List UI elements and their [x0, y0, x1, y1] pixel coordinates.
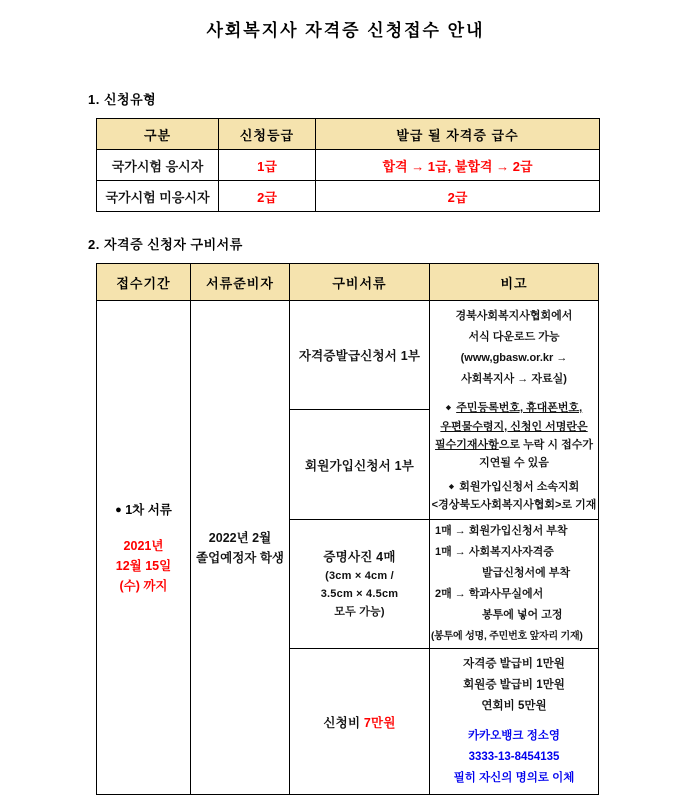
preparer-line2: 졸업예정자 학생 — [196, 550, 284, 565]
doc3-size1: (3cm × 4cm / — [325, 570, 394, 582]
note2-line4: 2매 → 학과사무실에서 — [435, 588, 544, 600]
t2-header-documents: 구비서류 — [290, 264, 430, 301]
period-label-text: 1차 서류 — [125, 502, 172, 517]
doc4-cell — [290, 649, 430, 795]
note2-line3: 발급신청서에 부착 — [482, 567, 571, 579]
table-row — [97, 150, 600, 181]
t1-row2-category: 국가시험 미응시자 — [97, 181, 219, 212]
note1-required-fields — [430, 399, 598, 472]
table-row — [97, 181, 600, 212]
page-title: 사회복지사 자격증 신청접수 안내 — [206, 21, 485, 40]
note1-download-info — [430, 306, 598, 390]
note1-b2-line1-text: 회원가입신청서 소속지회 — [459, 480, 580, 493]
note3-line1: 자격증 발급비 1만원 — [463, 658, 565, 670]
spacer — [430, 390, 598, 399]
note1-b1-line1-text: 주민등록번호, 휴대폰번호, — [456, 402, 583, 414]
t2-header-preparer: 서류준비자 — [191, 264, 290, 301]
circle-bullet-icon: ● — [115, 503, 122, 516]
note2-line2: 1매 → 사회복지사자격증 — [435, 546, 554, 558]
note1-b1-line4: 지연될 수 있음 — [479, 456, 549, 469]
bank-account-number: 3333-13-8454135 — [468, 751, 560, 763]
doc3-size3: 모두 가능) — [334, 606, 385, 618]
doc3-title: 증명사진 4매 — [323, 550, 396, 564]
note2-line5: 봉투에 넣어 고정 — [482, 609, 563, 621]
note3-cell — [430, 649, 599, 795]
note1-branch-info — [430, 478, 598, 515]
deadline-text — [97, 536, 190, 596]
doc3-size2: 3.5cm × 4.5cm — [320, 588, 399, 600]
spacer — [430, 717, 598, 726]
note1-line2: 서식 다운로드 가능 — [468, 331, 560, 343]
section1-heading: 1. 신청유형 — [88, 92, 157, 107]
t2-header-remarks: 비고 — [430, 264, 599, 301]
note1-line4: 사회복지사 → 자료실) — [461, 373, 567, 385]
note1-b2-line2: <경상북도사회복지사협회>로 기재 — [431, 499, 597, 511]
t1-row2-grade: 2급 — [219, 181, 316, 212]
note2-line6: (봉투에 성명, 주민번호 앞자리 기재) — [431, 631, 583, 642]
t2-header-period: 접수기간 — [97, 264, 191, 301]
deadline-date: 12월 15일 — [115, 558, 172, 573]
t1-row1-category: 국가시험 응시자 — [97, 150, 219, 181]
doc3-cell — [290, 520, 430, 649]
note1-b1-line1 — [430, 399, 598, 418]
preparer-cell — [191, 301, 290, 795]
transfer-instruction: 필히 자신의 명의로 이체 — [453, 772, 575, 784]
note3-line3: 연회비 5만원 — [481, 700, 547, 712]
note1-b2-line1 — [430, 478, 598, 497]
t1-row1-issued: 합격 → 1급, 불합격 → 2급 — [316, 150, 600, 181]
deadline-day: (수) 까지 — [119, 578, 168, 593]
note1-b1-line3-underlined: 필수기재사항 — [435, 438, 499, 451]
application-type-table — [96, 118, 600, 212]
t1-header-issued-grade: 발급 될 자격증 급수 — [316, 119, 600, 150]
note1-line3: (www,gbasw.or.kr → — [460, 352, 568, 364]
fee-amount: 7만원 — [363, 715, 396, 730]
fee-label: 신청비 — [323, 715, 364, 730]
t1-header-category: 구분 — [97, 119, 219, 150]
note2-cell — [430, 520, 599, 649]
note1-b1-line3-rest: 으로 누락 시 접수가 — [498, 438, 593, 451]
note1-cell — [430, 301, 599, 520]
t1-row2-issued: 2급 — [316, 181, 600, 212]
period-cell — [97, 301, 191, 795]
diamond-bullet-icon: ◆ — [445, 404, 454, 412]
diamond-bullet-icon: ◆ — [448, 483, 457, 490]
deadline-year: 2021년 — [123, 538, 164, 553]
table-row — [97, 301, 599, 410]
period-label — [97, 500, 190, 518]
table-header-row — [97, 119, 600, 150]
note2-line1: 1매 → 회원가입신청서 부착 — [435, 525, 568, 537]
note1-b1-line2: 우편물수령지, 신청인 서명란은 — [440, 420, 588, 433]
doc1-cell: 자격증발급신청서 1부 — [290, 301, 430, 410]
bank-name-holder: 카카오뱅크 정소영 — [467, 730, 561, 742]
doc2-cell: 회원가입신청서 1부 — [290, 410, 430, 520]
t1-row1-grade: 1급 — [219, 150, 316, 181]
note3-line2: 회원증 발급비 1만원 — [463, 679, 565, 691]
section2-heading: 2. 자격증 신청자 구비서류 — [88, 237, 243, 252]
t1-header-grade: 신청등급 — [219, 119, 316, 150]
preparer-line1: 2022년 2월 — [208, 530, 272, 545]
table-header-row — [97, 264, 599, 301]
note1-line1: 경북사회복지사협회에서 — [455, 310, 573, 322]
required-documents-table — [96, 263, 599, 795]
note1-b1-line3 — [430, 436, 598, 454]
